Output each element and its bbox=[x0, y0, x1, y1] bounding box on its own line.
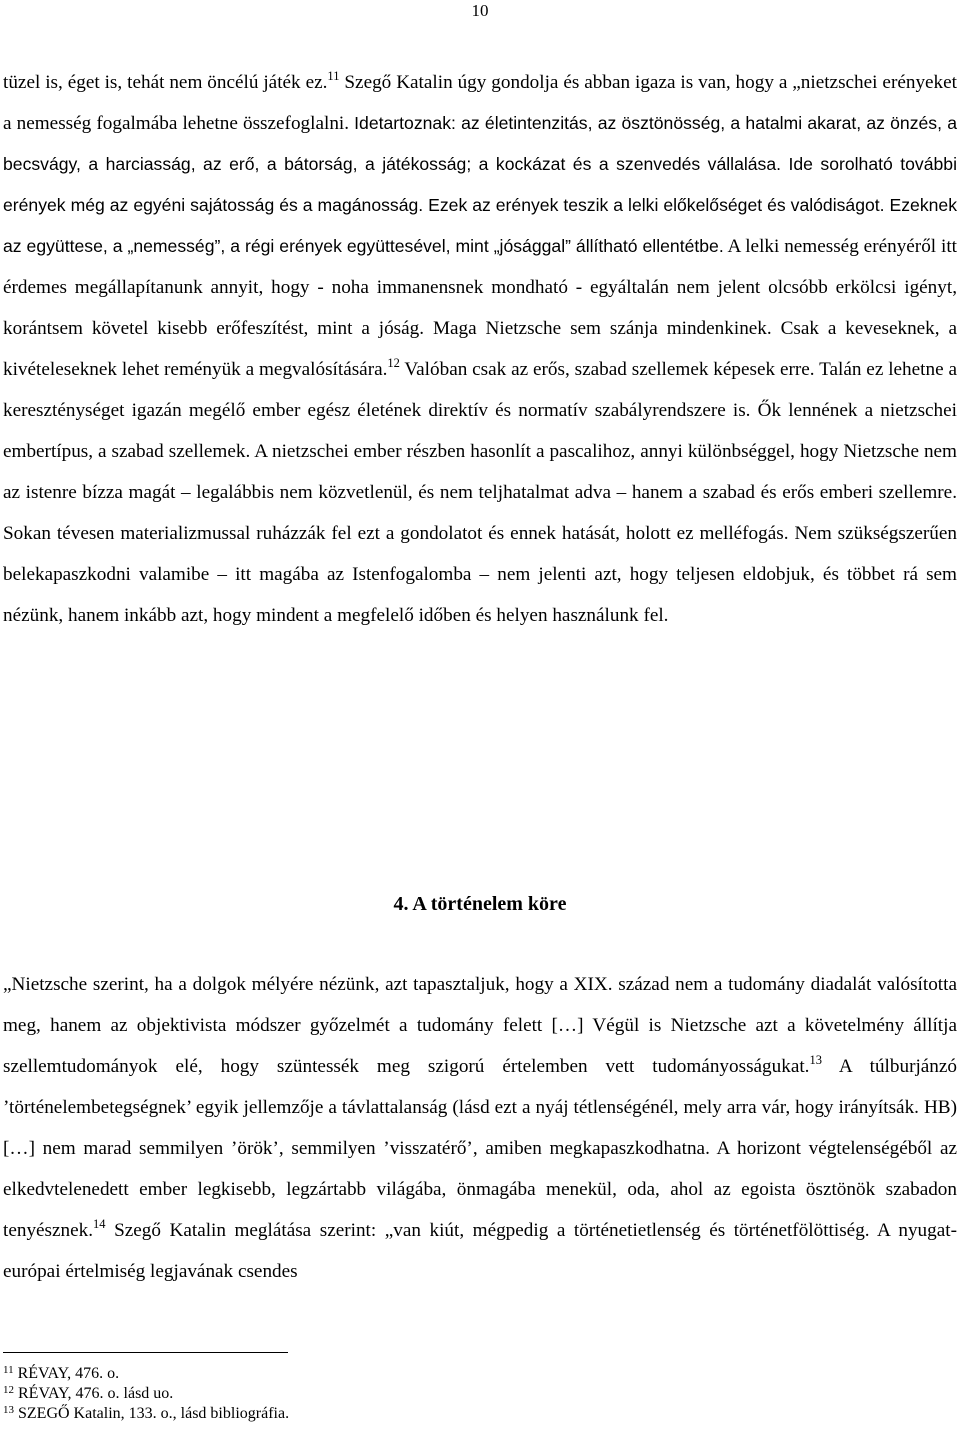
footnote-ref-14[interactable]: 14 bbox=[93, 1217, 106, 1231]
footnote-13 bbox=[3, 1404, 603, 1424]
footnote-ref-11[interactable]: 11 bbox=[327, 69, 340, 83]
body-paragraph-1 bbox=[3, 62, 957, 636]
section-heading: 4. A történelem köre bbox=[393, 893, 567, 915]
footnote-11 bbox=[3, 1364, 603, 1384]
footnote-text: RÉVAY, 476. o. bbox=[17, 1365, 120, 1382]
page-number: 10 bbox=[471, 1, 489, 20]
footnote-ref-12[interactable]: 12 bbox=[387, 356, 400, 370]
footnote-ref-13[interactable]: 13 bbox=[809, 1053, 822, 1067]
text-run: Szegő Katalin úgy gondolja és abban igaza is van, hogy a „nietzschei erényeket a nemesség fogalmába lehetne összefoglalni. bbox=[3, 72, 957, 134]
text-run: Valóban csak az erős, szabad szellemek képesek erre. Talán ez lehetne a kereszténységet igazán megélő ember egész életének direktív és normatív szabályrendszere is. Ők lennének a nietzschei embertípus, a szabad szellemek. A nietzschei ember részben hasonlít a pascalihoz, annyi különbséggel, hogy Nietzsche nem az istenre bízza magát – legalábbis nem közvetlenül, és nem teljhatalmat adva – hanem a szabad és erős emberi szellemre. Sokan tévesen materializmussal ruházzák fel ezt a gondolatot és ennek hatását, holott ez melléfogás. Nem szükségszerűen belekapaszkodni valamibe – itt magába az Istenfogalomba – nem jelenti azt, hogy teljesen eldobjuk, és többet rá sem nézünk, hanem inkább azt, hogy mindent a megfelelő időben és helyen használunk fel. bbox=[3, 359, 957, 626]
footnote-text: RÉVAY, 476. o. lásd uo. bbox=[18, 1385, 174, 1402]
footnote-12 bbox=[3, 1384, 603, 1404]
text-run: Szegő Katalin meglátása szerint: „van kiút, mégpedig a történetietlenség és történetfölöttiség. A nyugat-európai értelmiség legjavának csendes bbox=[3, 1220, 957, 1282]
text-run: A túlburjánzó ’történelembetegségnek’ egyik jellemzője a távlattalanság (lásd ezt a nyáj tétlenségénél, mely arra vár, hogy irányítsák. HB) […] nem marad semmilyen ’örök’, semmilyen ’visszatérő’, amiben megkapaszkodhatna. A horizont végtelenségéből az elkedvtelenedett ember legkisebb, legzártabb világába, önmagába menekül, oda, ahol az egoista ösztönök szabadon tenyésznek. bbox=[3, 1056, 958, 1241]
text-run: tüzel is, éget is, tehát nem öncélú játék ez. bbox=[3, 72, 328, 93]
footnote-number: 13 bbox=[3, 1404, 14, 1416]
footnotes bbox=[3, 1364, 603, 1424]
footnote-number: 12 bbox=[3, 1384, 14, 1396]
footnote-separator bbox=[3, 1352, 288, 1353]
footnote-text: SZEGŐ Katalin, 133. o., lásd bibliográfia. bbox=[18, 1405, 290, 1422]
body-paragraph-2 bbox=[3, 964, 957, 1292]
footnote-number: 11 bbox=[3, 1364, 14, 1376]
text-run: A lelki nemesség erényéről itt érdemes megállapítanunk annyit, hogy - noha immanensnek mondható - egyáltalán nem jelent olcsóbb erkölcsi igényt, korántsem követel kisebb erőfeszítést, mint a jóság. Maga Nietzsche sem szánja mindenkinek. Csak a keveseknek, a kivételeseknek lehet reményük a megvalósítására. bbox=[3, 236, 957, 380]
text-run: „Nietzsche szerint, ha a dolgok mélyére nézünk, azt tapasztaljuk, hogy a XIX. század nem a tudomány diadalát valósította meg, hanem az objektivista módszer győzelmét a tudomány felett […] Végül is Nietzsche azt a követelmény állítja szellemtudományok elé, hogy szüntessék meg szigorú értelemben vett tudományosságukat. bbox=[3, 974, 957, 1077]
quoted-text-run: Idetartoznak: az életintenzitás, az ösztönösség, a hatalmi akarat, az önzés, a becsvágy, a harciasság, az erő, a bátorság, a játékosság; a kockázat és a szenvedés vállalása. Ide sorolható további erények még az egyéni sajátosság és a magánosság. Ezek az erények teszik a lelki előkelőséget és valódiságot. Ezeknek az együttese, a „nemesség”, a régi erények együttesével, mint „jósággal” állítható ellentétbe. bbox=[3, 113, 957, 256]
